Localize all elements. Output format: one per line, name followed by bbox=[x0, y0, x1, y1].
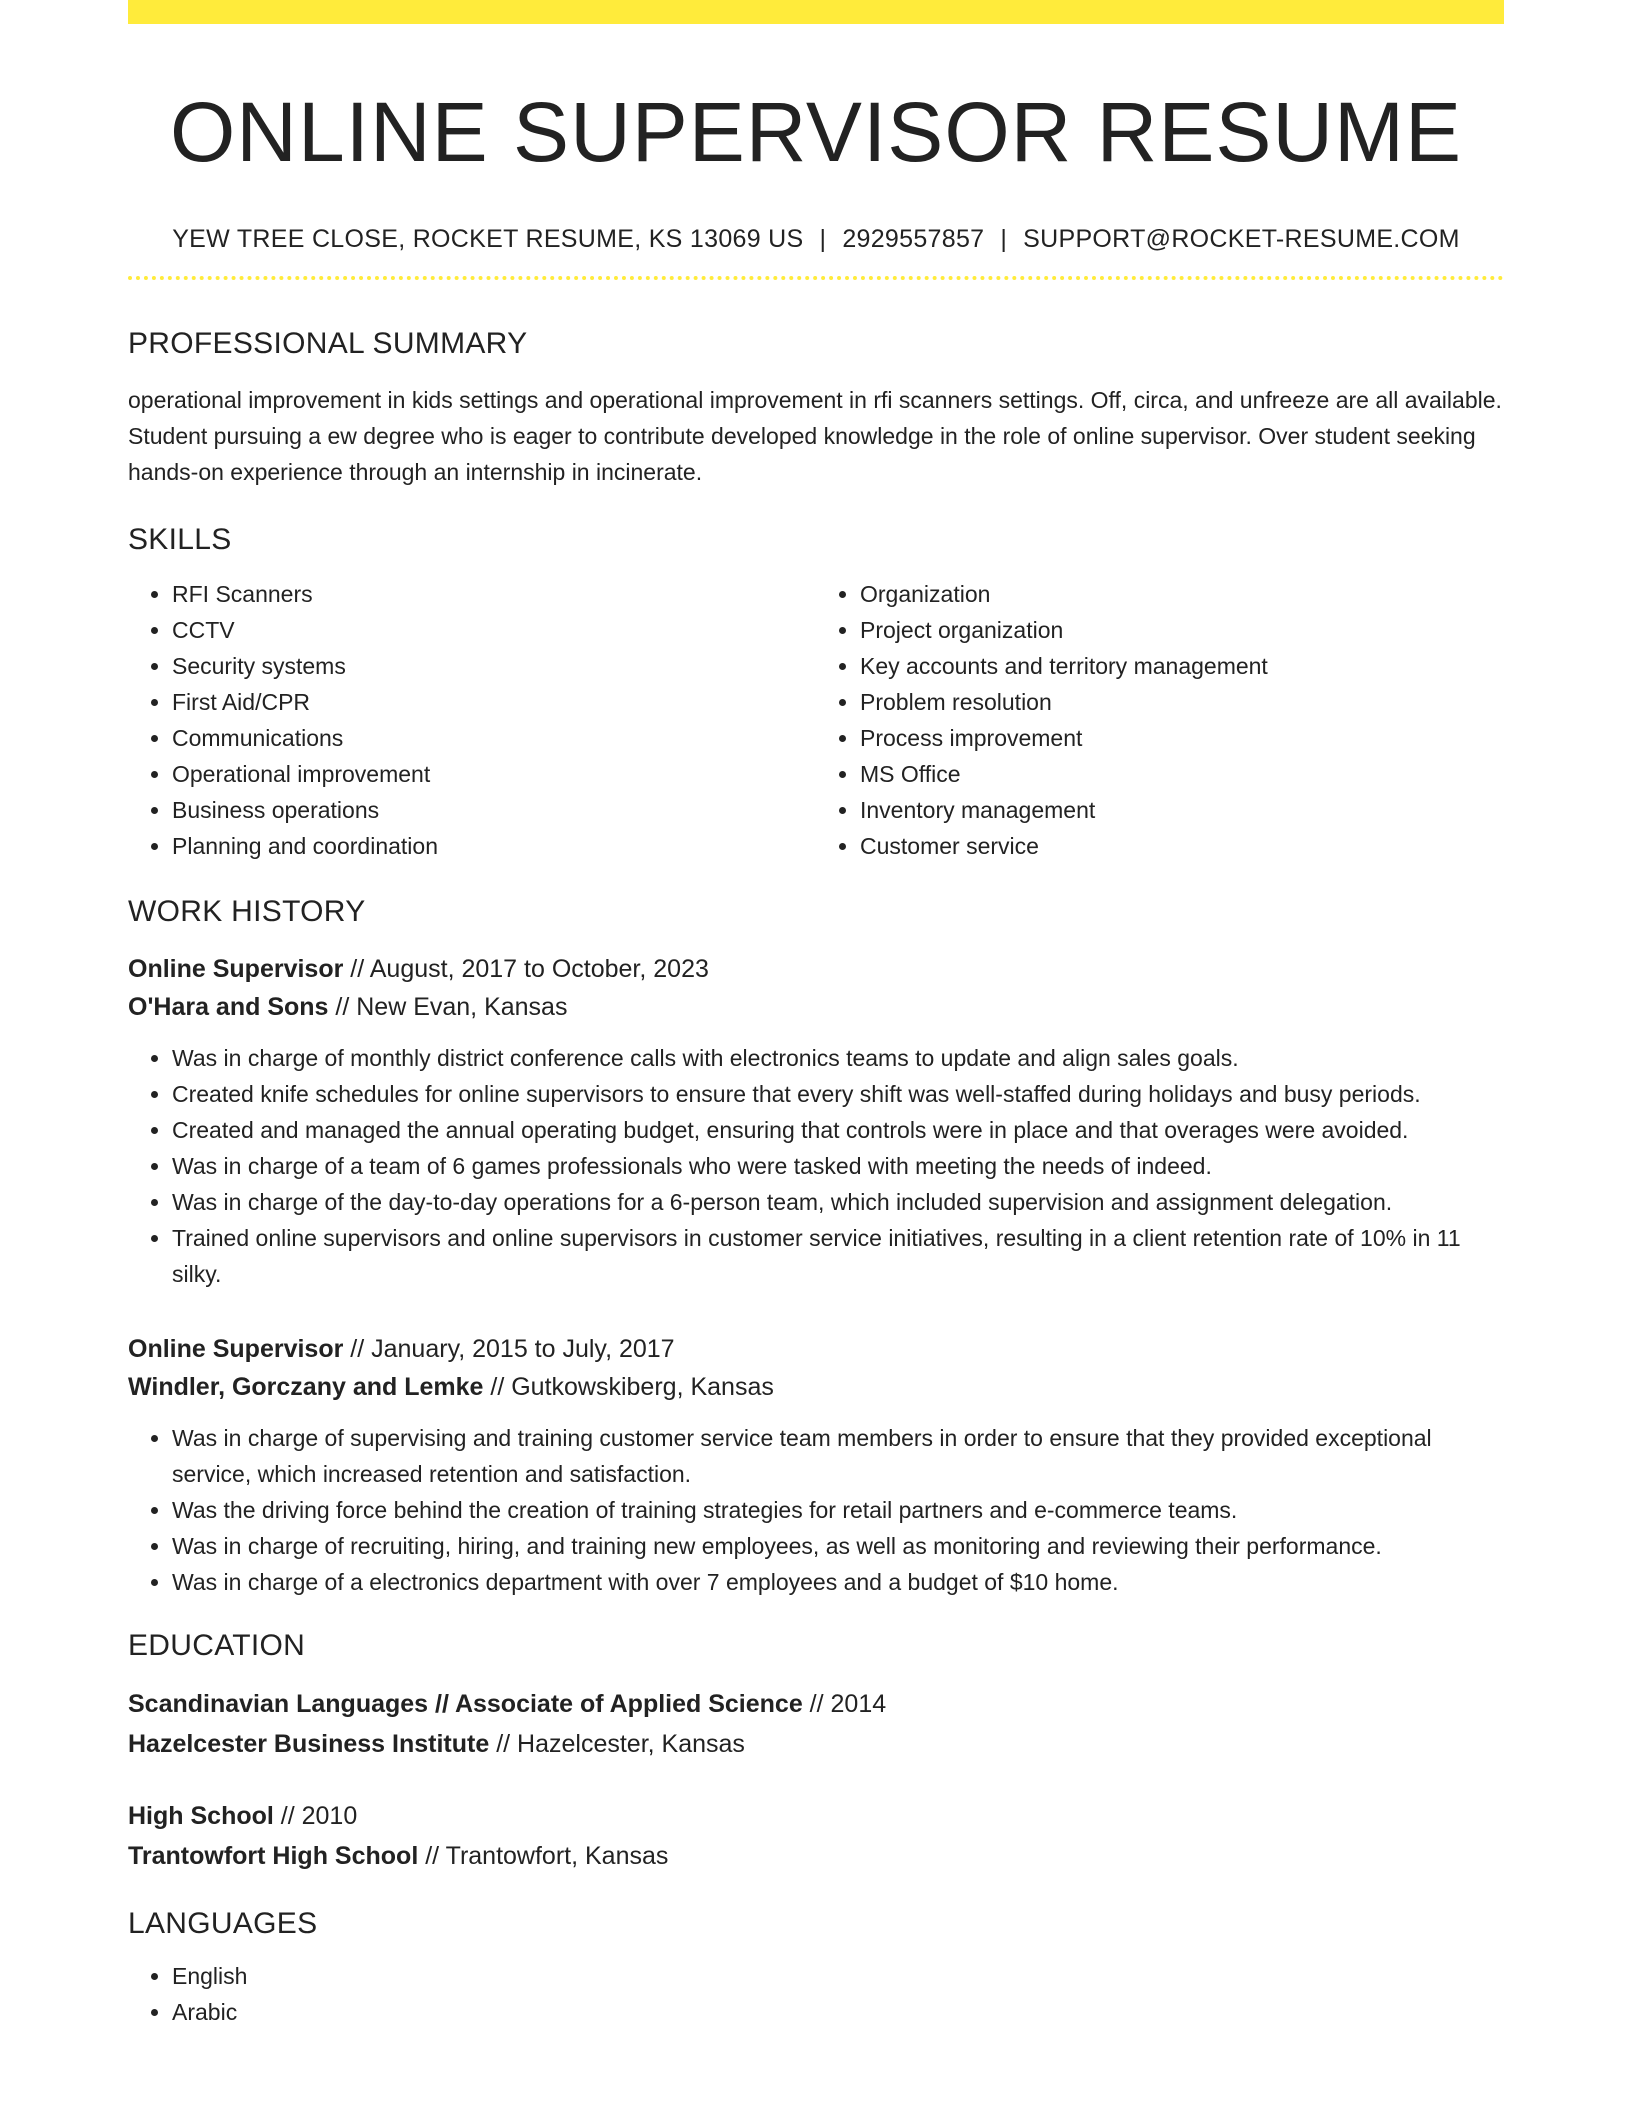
job-bullet: • Created and managed the annual operating budget, ensuring that controls were in place and that overages were avoided. bbox=[172, 1112, 1504, 1148]
skill-item: • CCTV bbox=[172, 612, 816, 648]
skill-item: • Organization bbox=[860, 576, 1504, 612]
education-entry bbox=[128, 1684, 1504, 1764]
skill-item: • Key accounts and territory management bbox=[860, 648, 1504, 684]
skill-item: • Process improvement bbox=[860, 720, 1504, 756]
job-title-line bbox=[128, 1330, 1504, 1368]
language-item: • Arabic bbox=[172, 1994, 1504, 2030]
job-bullet: • Was in charge of recruiting, hiring, and training new employees, as well as monitoring and reviewing their performance. bbox=[172, 1528, 1504, 1564]
job-entry bbox=[128, 1330, 1504, 1600]
job-bullets bbox=[128, 1420, 1504, 1600]
job-dates: // January, 2015 to July, 2017 bbox=[343, 1335, 675, 1363]
resume-page bbox=[128, 0, 1504, 2030]
contact-separator: | bbox=[819, 225, 827, 253]
job-company: Windler, Gorczany and Lemke bbox=[128, 1373, 484, 1401]
job-company-line bbox=[128, 988, 1504, 1026]
job-dates: // August, 2017 to October, 2023 bbox=[343, 955, 709, 983]
skill-item: • Operational improvement bbox=[172, 756, 816, 792]
education-school: Hazelcester Business Institute bbox=[128, 1730, 490, 1758]
education-year: // 2010 bbox=[273, 1802, 358, 1830]
resume-title: ONLINE SUPERVISOR RESUME bbox=[169, 85, 1463, 179]
education-section bbox=[128, 1626, 1504, 1876]
education-year: // 2014 bbox=[802, 1690, 887, 1718]
skill-item: • Project organization bbox=[860, 612, 1504, 648]
job-bullet: • Was in charge of monthly district conference calls with electronics teams to update and align sales goals. bbox=[172, 1040, 1504, 1076]
skills-list-left bbox=[128, 576, 816, 864]
contact-address: YEW TREE CLOSE, ROCKET RESUME, KS 13069 US bbox=[172, 225, 804, 253]
section-heading-education: EDUCATION bbox=[128, 1629, 306, 1662]
education-location: // Hazelcester, Kansas bbox=[489, 1730, 745, 1758]
dotted-divider bbox=[128, 276, 1504, 280]
job-bullet: • Was in charge of supervising and training customer service team members in order to ensure that they provided exceptional service, which increased retention and satisfaction. bbox=[172, 1420, 1504, 1492]
education-degree: Scandinavian Languages // Associate of Applied Science bbox=[128, 1690, 803, 1718]
summary-text: operational improvement in kids settings and operational improvement in rfi scanners settings. Off, circa, and unfreeze are all available. Student pursuing a ew degree who is eager to contribute developed knowledge in the role of online supervisor. Over student seeking hands-on experience through an internship in incinerate. bbox=[128, 387, 1502, 485]
job-title: Online Supervisor bbox=[128, 955, 344, 983]
education-degree: High School bbox=[128, 1802, 274, 1830]
language-item: • English bbox=[172, 1958, 1504, 1994]
job-location: // New Evan, Kansas bbox=[328, 993, 568, 1021]
languages-list bbox=[128, 1958, 1504, 2030]
education-school-line bbox=[128, 1836, 1504, 1876]
job-bullet: • Trained online supervisors and online supervisors in customer service initiatives, resulting in a client retention rate of 10% in 11 silky. bbox=[172, 1220, 1504, 1292]
summary-section bbox=[128, 324, 1504, 490]
section-heading-languages: LANGUAGES bbox=[128, 1907, 318, 1940]
education-degree-line bbox=[128, 1796, 1504, 1836]
job-title: Online Supervisor bbox=[128, 1335, 344, 1363]
skills-section bbox=[128, 520, 1504, 864]
job-title-line bbox=[128, 950, 1504, 988]
section-heading-skills: SKILLS bbox=[128, 523, 232, 556]
skill-item: • Problem resolution bbox=[860, 684, 1504, 720]
job-company: O'Hara and Sons bbox=[128, 993, 329, 1021]
skill-item: • Inventory management bbox=[860, 792, 1504, 828]
contact-separator: | bbox=[1000, 225, 1008, 253]
education-school-line bbox=[128, 1724, 1504, 1764]
job-location: // Gutkowskiberg, Kansas bbox=[483, 1373, 774, 1401]
job-bullets bbox=[128, 1040, 1504, 1292]
skills-columns bbox=[128, 576, 1504, 864]
job-company-line bbox=[128, 1368, 1504, 1406]
education-entry bbox=[128, 1796, 1504, 1876]
skill-item: • RFI Scanners bbox=[172, 576, 816, 612]
skill-item: • Customer service bbox=[860, 828, 1504, 864]
skill-item: • Security systems bbox=[172, 648, 816, 684]
job-entry bbox=[128, 950, 1504, 1292]
contact-phone: 2929557857 bbox=[842, 225, 985, 253]
accent-top-bar bbox=[128, 0, 1504, 24]
skill-item: • MS Office bbox=[860, 756, 1504, 792]
skill-item: • Planning and coordination bbox=[172, 828, 816, 864]
job-bullet: • Was in charge of a team of 6 games professionals who were tasked with meeting the needs of indeed. bbox=[172, 1148, 1504, 1184]
education-location: // Trantowfort, Kansas bbox=[418, 1842, 669, 1870]
languages-section bbox=[128, 1904, 1504, 2030]
work-history-section bbox=[128, 892, 1504, 1600]
job-bullet: • Was in charge of the day-to-day operations for a 6-person team, which included supervision and assignment delegation. bbox=[172, 1184, 1504, 1220]
skill-item: • First Aid/CPR bbox=[172, 684, 816, 720]
skills-list-right bbox=[816, 576, 1504, 864]
education-school: Trantowfort High School bbox=[128, 1842, 419, 1870]
section-heading-work: WORK HISTORY bbox=[128, 895, 366, 928]
job-bullet: • Was in charge of a electronics department with over 7 employees and a budget of $10 home. bbox=[172, 1564, 1504, 1600]
skill-item: • Communications bbox=[172, 720, 816, 756]
contact-email[interactable]: SUPPORT@ROCKET-RESUME.COM bbox=[1023, 225, 1460, 253]
contact-line bbox=[128, 222, 1504, 256]
job-bullet: • Was the driving force behind the creation of training strategies for retail partners and e-commerce teams. bbox=[172, 1492, 1504, 1528]
section-heading-summary: PROFESSIONAL SUMMARY bbox=[128, 327, 528, 360]
job-bullet: • Created knife schedules for online supervisors to ensure that every shift was well-staffed during holidays and busy periods. bbox=[172, 1076, 1504, 1112]
education-degree-line bbox=[128, 1684, 1504, 1724]
skill-item: • Business operations bbox=[172, 792, 816, 828]
